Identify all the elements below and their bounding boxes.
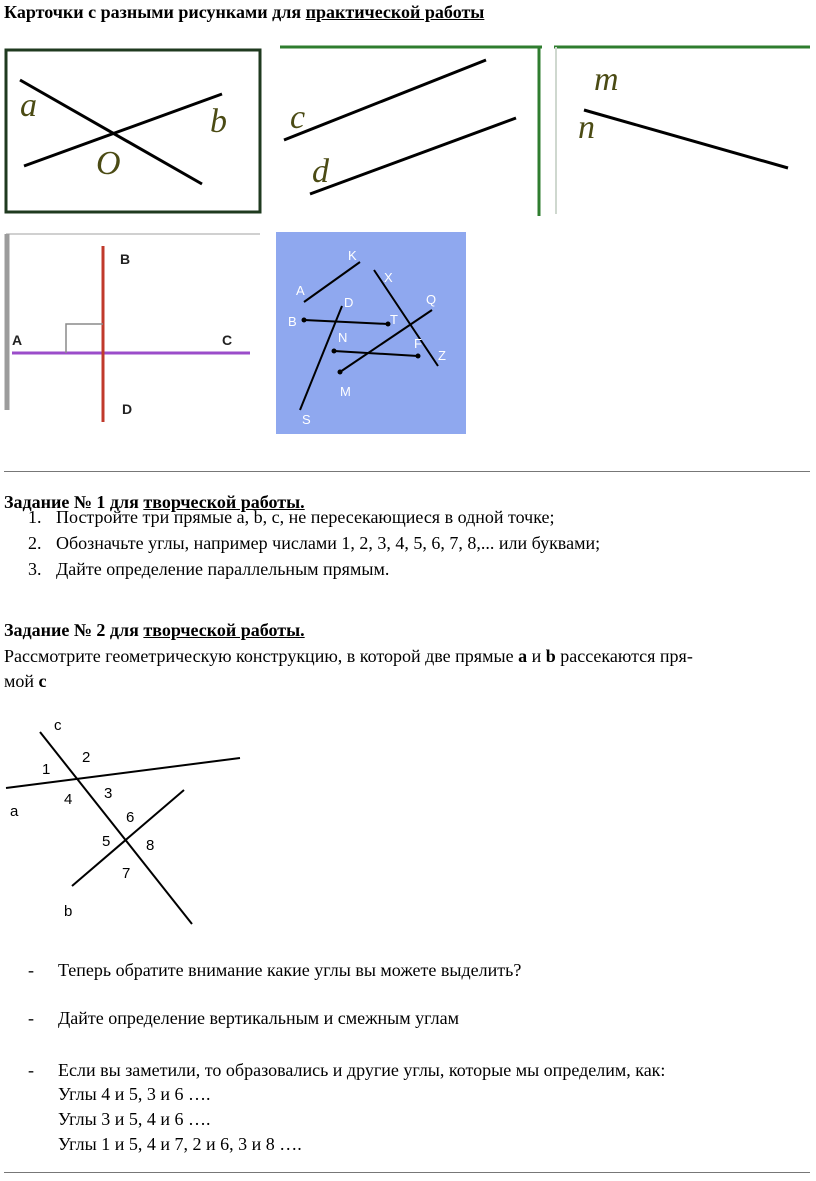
right-angle-mark [66,324,103,353]
task2-text-part: мой [4,671,39,691]
list-item-text: Обозначьте углы, например числами 1, 2, 3, 4, 5, 6, 7, 8,... или буквами; [56,533,601,553]
task2-text-part: рассекаются пря- [555,646,693,666]
bullet-item [28,1006,459,1031]
bullet-text: Дайте определение вертикальным и смежным углам [58,1008,459,1028]
task2-text-part: Рассмотрите геометрическую конструкцию, в которой две прямые [4,646,519,666]
label-line-a: a [10,803,19,820]
bullet-text: Теперь обратите внимание какие углы вы можете выделить? [58,960,522,980]
card-intersecting-lines [4,44,262,214]
task2-bold-c: c [38,671,47,691]
list-item [28,530,600,556]
label-m: m [594,61,619,98]
task2-text-part: и [527,646,546,666]
label-c-upper: C [222,332,233,348]
task2-text [4,644,812,694]
label-x: X [384,270,393,285]
list-item-number: 1. [28,507,42,527]
task2-heading [4,620,305,641]
task2-bold-a: a [518,646,528,666]
angle-label-1: 1 [42,761,51,778]
label-o: O [96,145,121,182]
label-line-b: b [64,903,73,920]
list-item-text: Постройте три прямые a, b, c, не пересекающиеся в одной точке; [56,507,555,527]
point-f [416,354,421,359]
label-b: b [210,103,227,140]
label-d: D [344,295,354,310]
label-a: A [296,283,305,298]
label-d: d [312,153,329,190]
title-prefix: Карточки с разными рисунками для [4,2,306,22]
angle-pair-line: Углы 4 и 5, 3 и 6 …. [58,1084,211,1104]
label-b: B [288,314,297,329]
label-a-upper: A [12,332,23,348]
label-m: M [340,384,351,399]
line-c [40,732,192,924]
label-t: T [390,312,398,327]
angle-pair-line: Углы 3 и 5, 4 и 6 …. [58,1109,211,1129]
angle-pair-line: Углы 1 и 5, 4 и 7, 2 и 6, 3 и 8 …. [58,1134,302,1154]
bullet-dash: - [28,1008,34,1028]
bullet-item [28,1058,665,1083]
point-n [332,349,337,354]
label-a: a [20,87,37,124]
separator-top [4,471,810,472]
label-s: S [302,412,311,427]
card-segments [276,232,466,434]
task2-heading-prefix: Задание № 2 для [4,620,144,640]
label-n: n [578,109,595,146]
task2-heading-underlined: творческой работы. [143,620,305,640]
card-parallel-lines [280,44,542,216]
label-q: Q [426,292,437,307]
list-item [28,556,600,582]
list-item-text: Дайте определение параллельным прямым. [56,559,390,579]
list-item [28,504,600,530]
task2-bold-b: b [545,646,556,666]
task1-heading-prefix: Задание № 1 для [4,492,144,512]
card-line-mn [554,44,810,216]
line-c [284,60,486,140]
angle-label-2: 2 [82,749,91,766]
task1-heading-underlined: творческой работы. [143,492,305,512]
separator-bottom [4,1172,810,1173]
angles-diagram [0,712,250,934]
angle-label-8: 8 [146,837,155,854]
list-item-number: 3. [28,559,42,579]
label-c: c [290,99,306,136]
angle-label-3: 3 [104,785,113,802]
page-title [4,2,484,23]
card-perpendicular-lines [4,232,262,430]
angle-label-4: 4 [64,791,73,808]
point-m [338,370,343,375]
point-b [302,318,307,323]
label-line-c: c [54,717,62,734]
bullet-dash: - [28,1060,34,1080]
task1-list [28,504,600,582]
bullet-text: Если вы заметили, то образовались и другие углы, которые мы определим, как: [58,1060,666,1080]
bullet-item [28,958,521,983]
line-d [310,118,516,194]
label-n: N [338,330,348,345]
label-d-upper: D [122,401,133,417]
bullet-dash: - [28,960,34,980]
label-k: K [348,248,357,263]
card-background [276,232,466,434]
angle-label-7: 7 [122,865,131,882]
line-mn [584,110,788,168]
label-f: F [414,336,422,351]
angle-label-5: 5 [102,833,111,850]
list-item-number: 2. [28,533,42,553]
title-underlined: практической работы [305,2,485,22]
label-z: Z [438,348,446,363]
angle-label-6: 6 [126,809,135,826]
label-b-upper: B [120,251,131,267]
